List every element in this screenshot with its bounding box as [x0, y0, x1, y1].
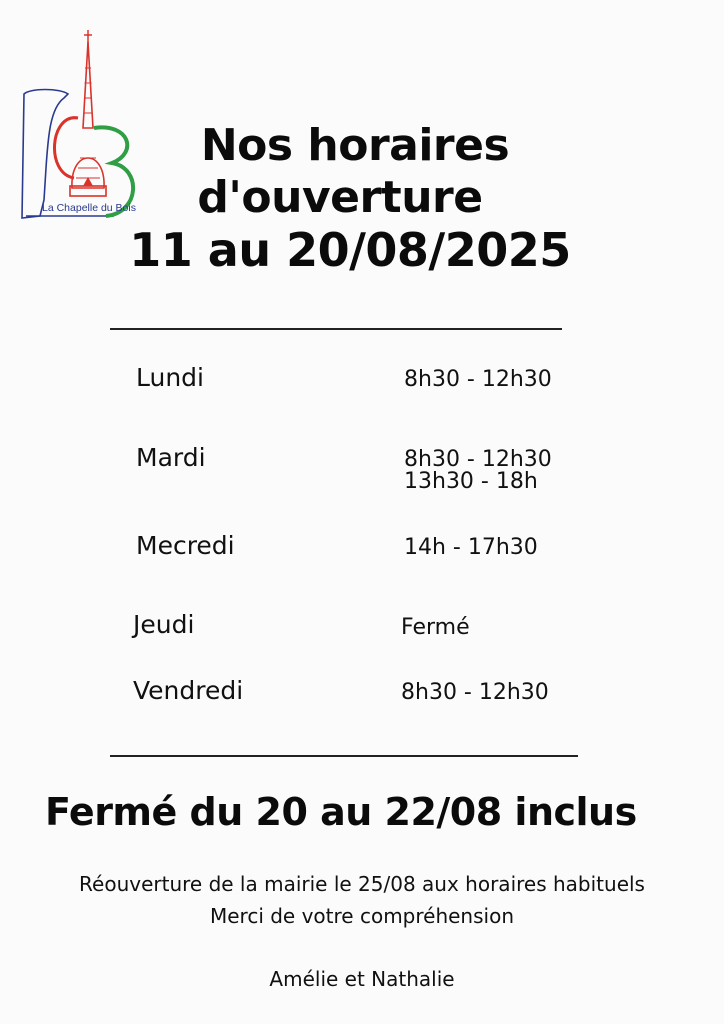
- hours-tuesday-afternoon: 13h30 - 18h: [404, 469, 538, 494]
- signature: Amélie et Nathalie: [269, 967, 455, 991]
- day-tuesday: Mardi: [136, 443, 206, 472]
- hours-monday: 8h30 - 12h30: [404, 367, 552, 392]
- day-monday: Lundi: [136, 363, 204, 392]
- hours-thursday: Fermé: [401, 615, 470, 640]
- day-wednesday: Mecredi: [136, 531, 235, 560]
- day-thursday: Jeudi: [133, 610, 195, 639]
- title-line-3: 11 au 20/08/2025: [129, 223, 571, 277]
- hours-friday: 8h30 - 12h30: [401, 680, 549, 705]
- thanks-text: Merci de votre compréhension: [209, 904, 514, 928]
- title-line-2: d'ouverture: [197, 172, 483, 223]
- divider-bottom: [110, 755, 578, 757]
- day-friday: Vendredi: [133, 676, 244, 705]
- reopen-notice: Réouverture de la mairie le 25/08 aux horaires habituels: [79, 872, 645, 896]
- hours-wednesday: 14h - 17h30: [404, 535, 538, 560]
- logo-text: La Chapelle du Bois: [42, 202, 136, 214]
- page-title: [120, 120, 600, 276]
- title-line-1: Nos horaires: [200, 120, 510, 171]
- hours-tuesday-morning: 8h30 - 12h30: [404, 447, 552, 472]
- closure-notice: Fermé du 20 au 22/08 inclus: [45, 790, 637, 834]
- divider-top: [110, 328, 562, 330]
